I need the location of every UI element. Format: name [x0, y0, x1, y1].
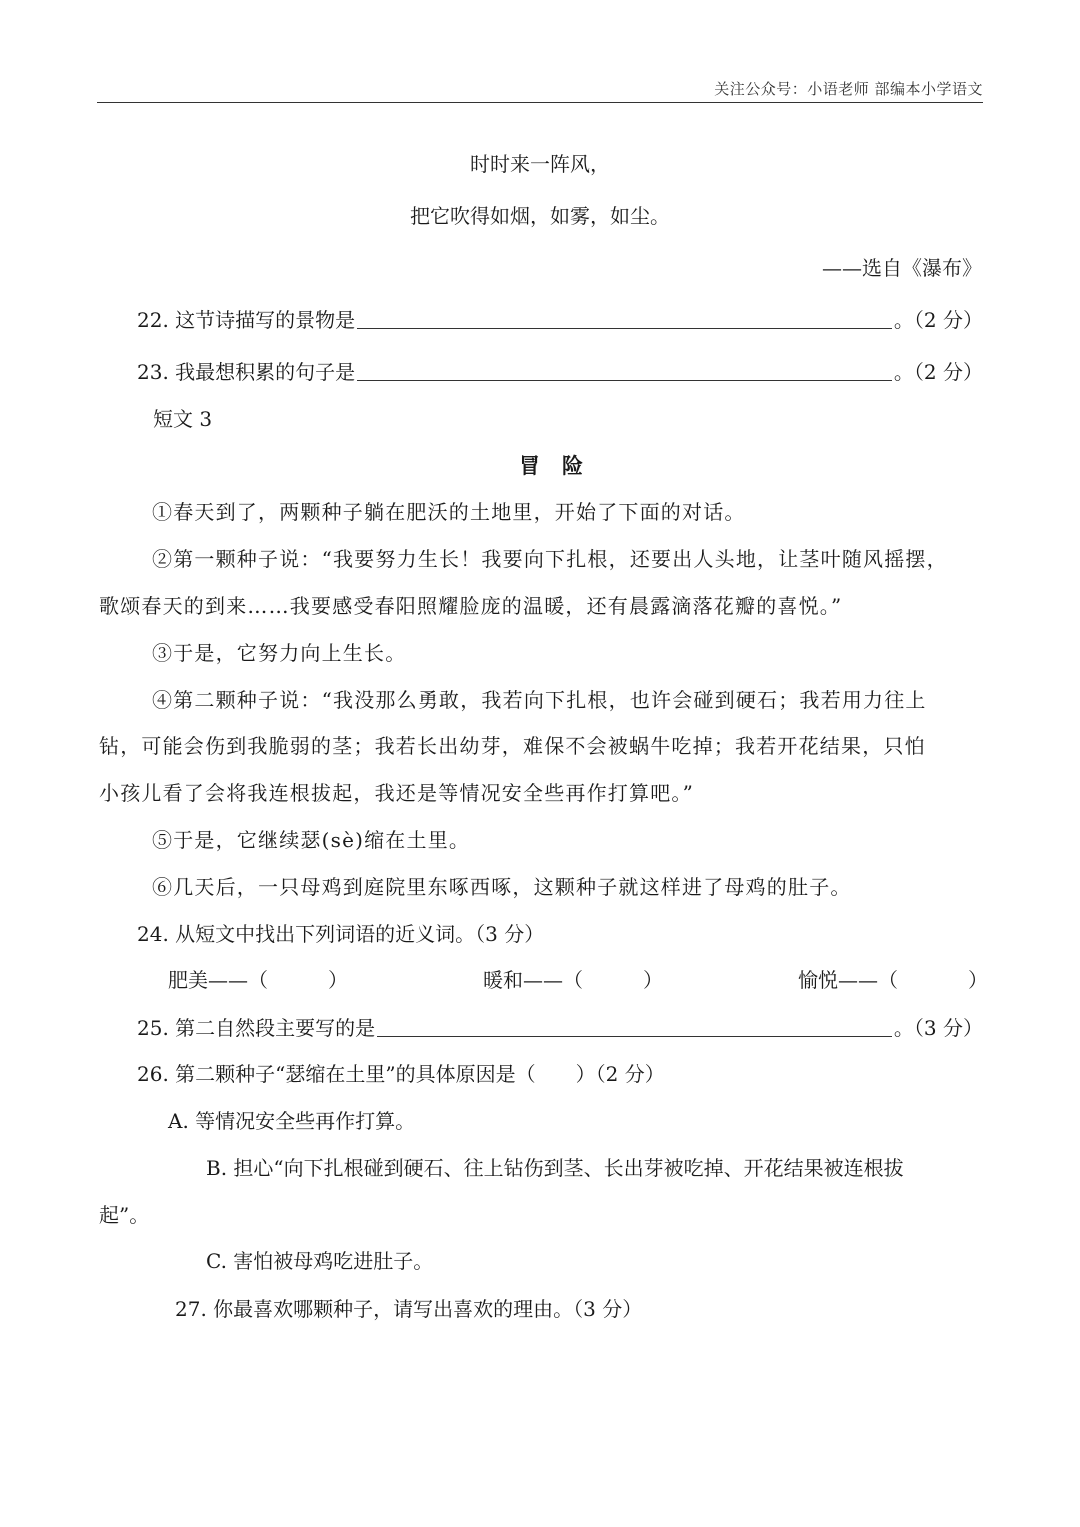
synonym-item-1: 肥美——（ ）	[168, 968, 348, 992]
question-23-text: 23. 我最想积累的句子是	[137, 360, 356, 384]
paragraph-4-line-1: ④第二颗种子说：“我没那么勇敢，我若向下扎根，也许会碰到硬石；我若用力往上	[152, 688, 927, 712]
question-27: 27. 你最喜欢哪颗种子，请写出喜欢的理由。（3 分）	[175, 1297, 643, 1321]
paragraph-4-line-3: 小孩儿看了会将我连根拔起，我还是等情况安全些再作打算吧。”	[99, 781, 695, 805]
question-25-text: 25. 第二自然段主要写的是	[137, 1016, 376, 1040]
question-26-option-c[interactable]: C. 害怕被母鸡吃进肚子。	[206, 1249, 434, 1273]
paragraph-4-line-2: 钻，可能会伤到我脆弱的茎；我若长出幼芽，难保不会被蜗牛吃掉；我若开花结果，只怕	[99, 734, 926, 758]
poem-line-1: 时时来一阵风，	[470, 152, 610, 176]
question-25-score: 。（3 分）	[893, 1016, 983, 1040]
synonym-item-3: 愉悦——（ ）	[798, 968, 988, 992]
paragraph-2-line-1: ②第一颗种子说：“我要努力生长！我要向下扎根，还要出人头地，让茎叶随风摇摆，	[152, 547, 948, 571]
question-25	[137, 1012, 983, 1042]
paragraph-2-line-2: 歌颂春天的到来……我要感受春阳照耀脸庞的温暖，还有晨露滴落花瓣的喜悦。”	[99, 594, 843, 618]
question-24-items	[0, 966, 1080, 996]
paragraph-1: ①春天到了，两颗种子躺在肥沃的土地里，开始了下面的对话。	[152, 500, 746, 524]
poem-source: ——选自《瀑布》	[822, 256, 982, 280]
poem-line-2: 把它吹得如烟，如雾，如尘。	[410, 204, 670, 228]
question-24: 24. 从短文中找出下列词语的近义词。（3 分）	[137, 922, 545, 946]
question-26-option-b-line-1[interactable]: B. 担心“向下扎根碰到硬石、往上钻伤到茎、长出芽被吃掉、开花结果被连根拔	[206, 1156, 904, 1180]
question-26-option-b-line-2: 起”。	[99, 1203, 150, 1227]
question-25-answer-line[interactable]	[377, 1035, 892, 1037]
paragraph-3: ③于是，它努力向上生长。	[152, 641, 407, 665]
question-26: 26. 第二颗种子“瑟缩在土里”的具体原因是（ ）（2 分）	[137, 1062, 665, 1086]
header-text: 关注公众号：小语老师 部编本小学语文	[714, 80, 983, 98]
page-header	[97, 78, 983, 103]
question-23-score: 。（2 分）	[893, 360, 983, 384]
passage-label: 短文 3	[153, 407, 213, 431]
paragraph-6: ⑥几天后，一只母鸡到庭院里东啄西啄，这颗种子就这样进了母鸡的肚子。	[152, 875, 852, 899]
question-23-answer-line[interactable]	[357, 379, 892, 381]
question-22	[137, 304, 983, 334]
synonym-item-2: 暖和——（ ）	[483, 968, 663, 992]
question-22-text: 22. 这节诗描写的景物是	[137, 308, 356, 332]
question-23	[137, 356, 983, 386]
question-22-score: 。（2 分）	[893, 308, 983, 332]
passage-title: 冒险	[519, 453, 605, 478]
question-26-option-a[interactable]: A. 等情况安全些再作打算。	[168, 1109, 416, 1133]
question-22-answer-line[interactable]	[357, 327, 892, 329]
paragraph-5: ⑤于是，它继续瑟(sè)缩在土里。	[152, 828, 471, 852]
